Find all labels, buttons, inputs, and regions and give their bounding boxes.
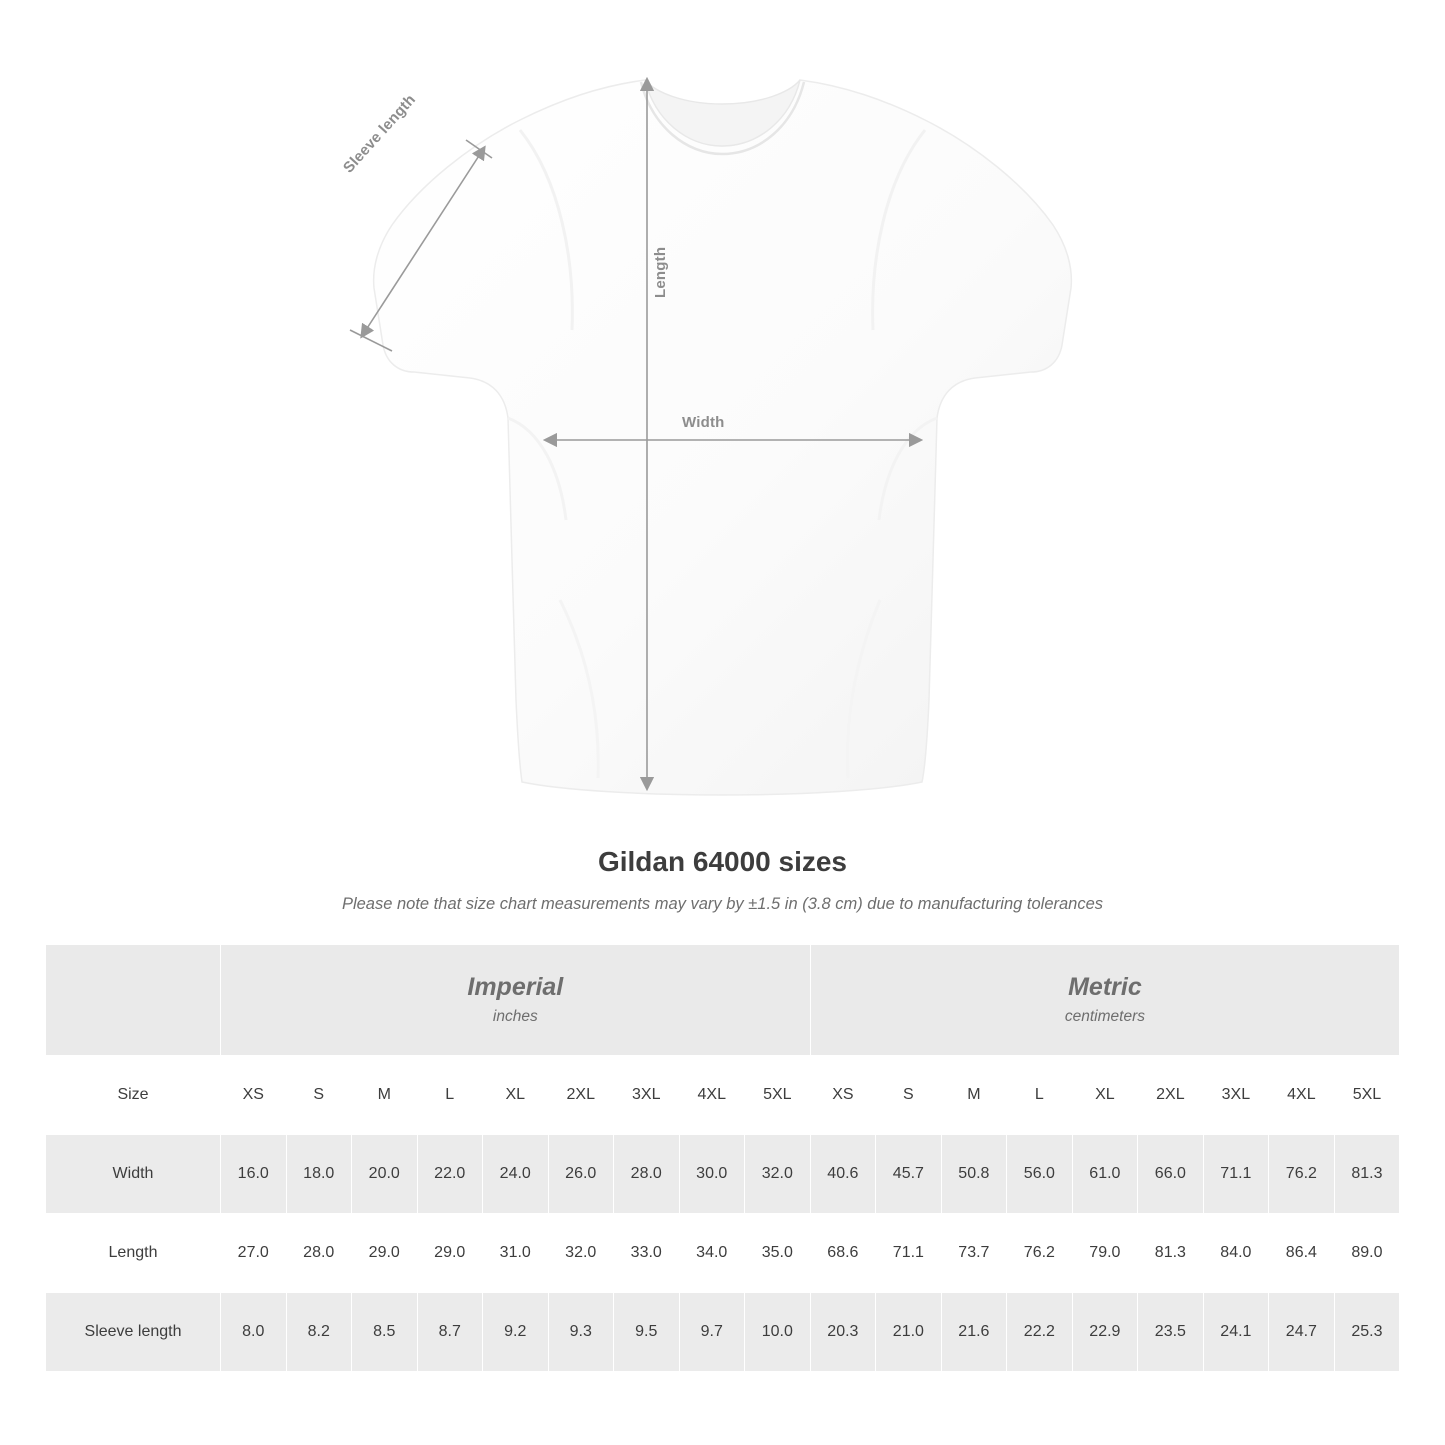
cell-width: 18.0 [286, 1135, 352, 1214]
size-header-cell: M [941, 1056, 1007, 1135]
cell-sleeve: 21.6 [941, 1293, 1007, 1372]
cell-sleeve: 9.7 [679, 1293, 745, 1372]
cell-sleeve: 8.0 [221, 1293, 287, 1372]
table-row-sizes [46, 1056, 1400, 1135]
system-imperial-unit: inches [492, 1007, 538, 1025]
size-header-cell: XL [483, 1056, 549, 1135]
system-corner-cell [46, 945, 221, 1056]
cell-length: 89.0 [1334, 1214, 1400, 1293]
size-header-cell: L [1007, 1056, 1073, 1135]
table-row-width [46, 1135, 1400, 1214]
cell-width: 66.0 [1138, 1135, 1204, 1214]
system-imperial-name: Imperial [467, 973, 564, 1002]
size-header-cell: L [417, 1056, 483, 1135]
size-header-cell: 3XL [1203, 1056, 1269, 1135]
table-row-systems [46, 945, 1400, 1056]
size-header-cell: 3XL [614, 1056, 680, 1135]
row-label-width: Width [46, 1135, 221, 1214]
cell-width: 76.2 [1269, 1135, 1335, 1214]
cell-width: 45.7 [876, 1135, 942, 1214]
size-header-cell: M [352, 1056, 418, 1135]
tshirt-shape [374, 80, 1072, 795]
cell-sleeve: 20.3 [810, 1293, 876, 1372]
cell-sleeve: 9.5 [614, 1293, 680, 1372]
size-header-cell: 2XL [1138, 1056, 1204, 1135]
cell-width: 26.0 [548, 1135, 614, 1214]
row-label-sleeve-length: Sleeve length [46, 1293, 221, 1372]
cell-width: 61.0 [1072, 1135, 1138, 1214]
cell-width: 40.6 [810, 1135, 876, 1214]
cell-width: 16.0 [221, 1135, 287, 1214]
cell-length: 29.0 [417, 1214, 483, 1293]
cell-width: 30.0 [679, 1135, 745, 1214]
table-row-length [46, 1214, 1400, 1293]
cell-width: 28.0 [614, 1135, 680, 1214]
cell-width: 81.3 [1334, 1135, 1400, 1214]
cell-sleeve: 21.0 [876, 1293, 942, 1372]
cell-length: 86.4 [1269, 1214, 1335, 1293]
row-label-length: Length [46, 1214, 221, 1293]
cell-length: 31.0 [483, 1214, 549, 1293]
size-header-cell: S [286, 1056, 352, 1135]
cell-sleeve: 24.7 [1269, 1293, 1335, 1372]
cell-length: 29.0 [352, 1214, 418, 1293]
cell-sleeve: 10.0 [745, 1293, 811, 1372]
cell-sleeve: 23.5 [1138, 1293, 1204, 1372]
cell-length: 33.0 [614, 1214, 680, 1293]
size-table [45, 944, 1400, 1372]
cell-sleeve: 22.9 [1072, 1293, 1138, 1372]
size-table-wrap [45, 944, 1400, 1372]
cell-width: 32.0 [745, 1135, 811, 1214]
size-header-cell: 2XL [548, 1056, 614, 1135]
cell-length: 76.2 [1007, 1214, 1073, 1293]
length-label: Length [652, 246, 669, 298]
size-header-cell: 5XL [1334, 1056, 1400, 1135]
size-header-label: Size [46, 1056, 221, 1135]
tolerance-note: Please note that size chart measurements may vary by ±1.5 in (3.8 cm) due to manufacturing tolerances [341, 895, 1104, 913]
cell-length: 71.1 [876, 1214, 942, 1293]
cell-length: 68.6 [810, 1214, 876, 1293]
system-imperial [221, 945, 811, 1056]
cell-length: 81.3 [1138, 1214, 1204, 1293]
cell-length: 79.0 [1072, 1214, 1138, 1293]
cell-sleeve: 22.2 [1007, 1293, 1073, 1372]
cell-length: 27.0 [221, 1214, 287, 1293]
sleeve-length-label: Sleeve length [340, 91, 420, 177]
size-header-cell: XL [1072, 1056, 1138, 1135]
system-metric-name: Metric [1068, 973, 1142, 1002]
cell-sleeve: 9.2 [483, 1293, 549, 1372]
cell-sleeve: 8.2 [286, 1293, 352, 1372]
cell-length: 73.7 [941, 1214, 1007, 1293]
size-header-cell: XS [810, 1056, 876, 1135]
cell-width: 50.8 [941, 1135, 1007, 1214]
system-metric [810, 945, 1400, 1056]
cell-length: 32.0 [548, 1214, 614, 1293]
title-block [0, 846, 1445, 914]
cell-width: 71.1 [1203, 1135, 1269, 1214]
cell-width: 56.0 [1007, 1135, 1073, 1214]
cell-width: 20.0 [352, 1135, 418, 1214]
cell-length: 84.0 [1203, 1214, 1269, 1293]
size-header-cell: 4XL [1269, 1056, 1335, 1135]
cell-sleeve: 9.3 [548, 1293, 614, 1372]
cell-sleeve: 8.7 [417, 1293, 483, 1372]
cell-length: 34.0 [679, 1214, 745, 1293]
cell-length: 28.0 [286, 1214, 352, 1293]
cell-sleeve: 8.5 [352, 1293, 418, 1372]
cell-sleeve: 25.3 [1334, 1293, 1400, 1372]
size-header-cell: 4XL [679, 1056, 745, 1135]
size-header-cell: XS [221, 1056, 287, 1135]
size-header-cell: S [876, 1056, 942, 1135]
table-row-sleeve-length [46, 1293, 1400, 1372]
cell-sleeve: 24.1 [1203, 1293, 1269, 1372]
page-title: Gildan 64000 sizes [597, 846, 848, 877]
cell-width: 24.0 [483, 1135, 549, 1214]
cell-length: 35.0 [745, 1214, 811, 1293]
size-header-cell: 5XL [745, 1056, 811, 1135]
cell-width: 22.0 [417, 1135, 483, 1214]
system-metric-unit: centimeters [1064, 1007, 1145, 1025]
width-label: Width [682, 414, 725, 431]
